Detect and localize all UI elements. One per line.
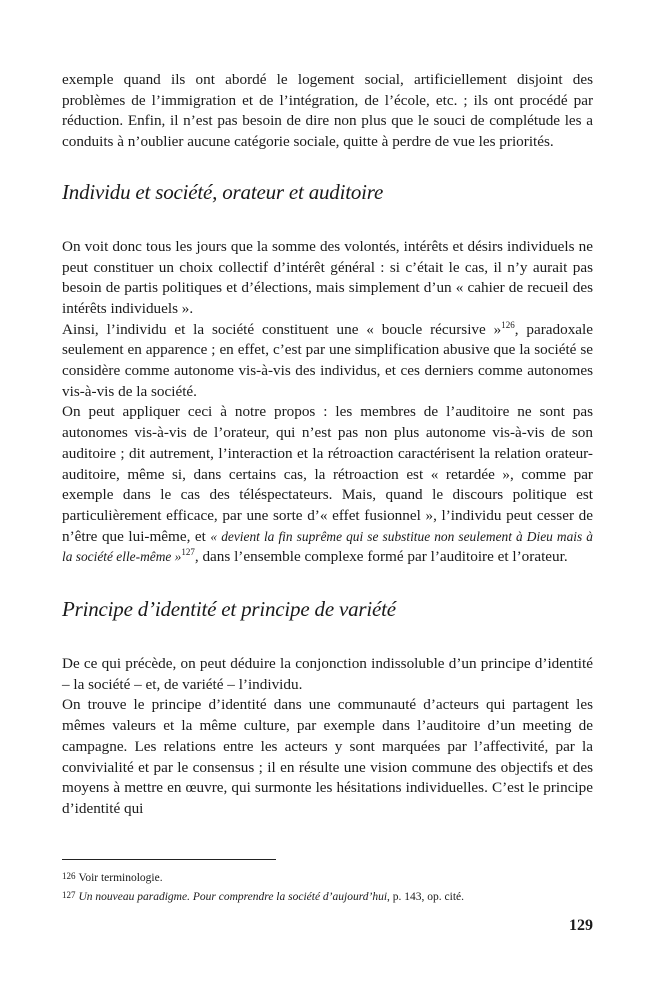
footnote	[62, 887, 593, 906]
paragraph-text: On peut appliquer ceci à notre propos : les membres de l’auditoire ne sont pas autonomes vis-à-vis de l’orateur, qui n’est pas non plus autonome vis-à-vis de son auditoire ; dit autrement, l’interaction et la rétroaction caractérisent la relation orateur-auditoire, même si, dans certains cas, la rétroaction est « retardée », comme par exemple dans le cas des téléspectateurs. Mais, quand le discours politique est particulièrement efficace, par une sorte d’« effet fusionnel », l’individu peut cesser de n’être que lui-même, et	[62, 403, 593, 545]
paragraph: On voit donc tous les jours que la somme des volontés, intérêts et désirs individuels ne peut constituer un choix collectif d’intérêt général : si c’était le cas, il n’y aurait pas besoin de partis politiques et d’élections, mais simplement d’un « cahier de recueil des intérêts individuels ».	[62, 237, 593, 317]
footnote-text: Voir terminologie.	[78, 872, 163, 884]
footnote-number: 127	[62, 890, 76, 900]
footnote-ref: 127	[181, 547, 195, 558]
paragraph: exemple quand ils ont abordé le logement social, artificiellement disjoint des problèmes de l’immigration et de l’intégration, de l’école, etc. ; ils ont procédé par réduction. Enfin, il n’est pas besoin de dire non plus que le souci de complétude les a conduits à n’oublier aucune catégorie sociale, quitte à perdre de vue les priorités.	[62, 71, 593, 151]
footnote-title: Un nouveau paradigme. Pour comprendre la société d’aujourd’hui	[78, 891, 388, 903]
paragraph	[62, 320, 593, 403]
footnote-separator	[62, 859, 276, 860]
paragraph-text: , dans l’ensemble complexe formé par l’auditoire et l’orateur.	[194, 548, 568, 566]
page-number: 129	[569, 917, 593, 934]
quotation: « devient la fin suprême qui se substitue non seulement à Dieu mais à la société elle-même »	[62, 528, 593, 565]
section-heading: Principe d’identité et principe de variété	[62, 597, 396, 622]
paragraph	[62, 402, 593, 568]
paragraph-text: , paradoxale seulement en apparence ; en effet, c’est par une simplification abusive que la société se considère comme autonome vis-à-vis des individus, et ces derniers comme autonomes vis-à-vis de la société.	[62, 320, 593, 400]
page-body	[62, 70, 593, 820]
footnote	[62, 868, 593, 887]
section-heading: Individu et société, orateur et auditoire	[62, 179, 384, 204]
footnote-ref: 126	[501, 319, 515, 330]
paragraph-text: Ainsi, l’individu et la société constituent une « boucle récursive »	[62, 320, 502, 338]
footnote-text: , p. 143, op. cité.	[387, 891, 465, 903]
paragraph: De ce qui précède, on peut déduire la conjonction indissoluble d’un principe d’identité – la société – et, de variété – l’individu.	[62, 655, 593, 693]
footnote-number: 126	[62, 871, 76, 881]
paragraph: On trouve le principe d’identité dans une communauté d’acteurs qui partagent les mêmes valeurs et la même culture, par exemple dans l’auditoire d’un meeting de campagne. Les relations entre les acteurs y sont marquées par l’affectivité, par la convivialité et par le consensus ; il en résulte une vision commune des objectifs et des moyens à mettre en œuvre, qui surmonte les hésitations individuelles. C’est le principe d’identité qui	[62, 696, 593, 817]
footnotes	[62, 868, 593, 906]
